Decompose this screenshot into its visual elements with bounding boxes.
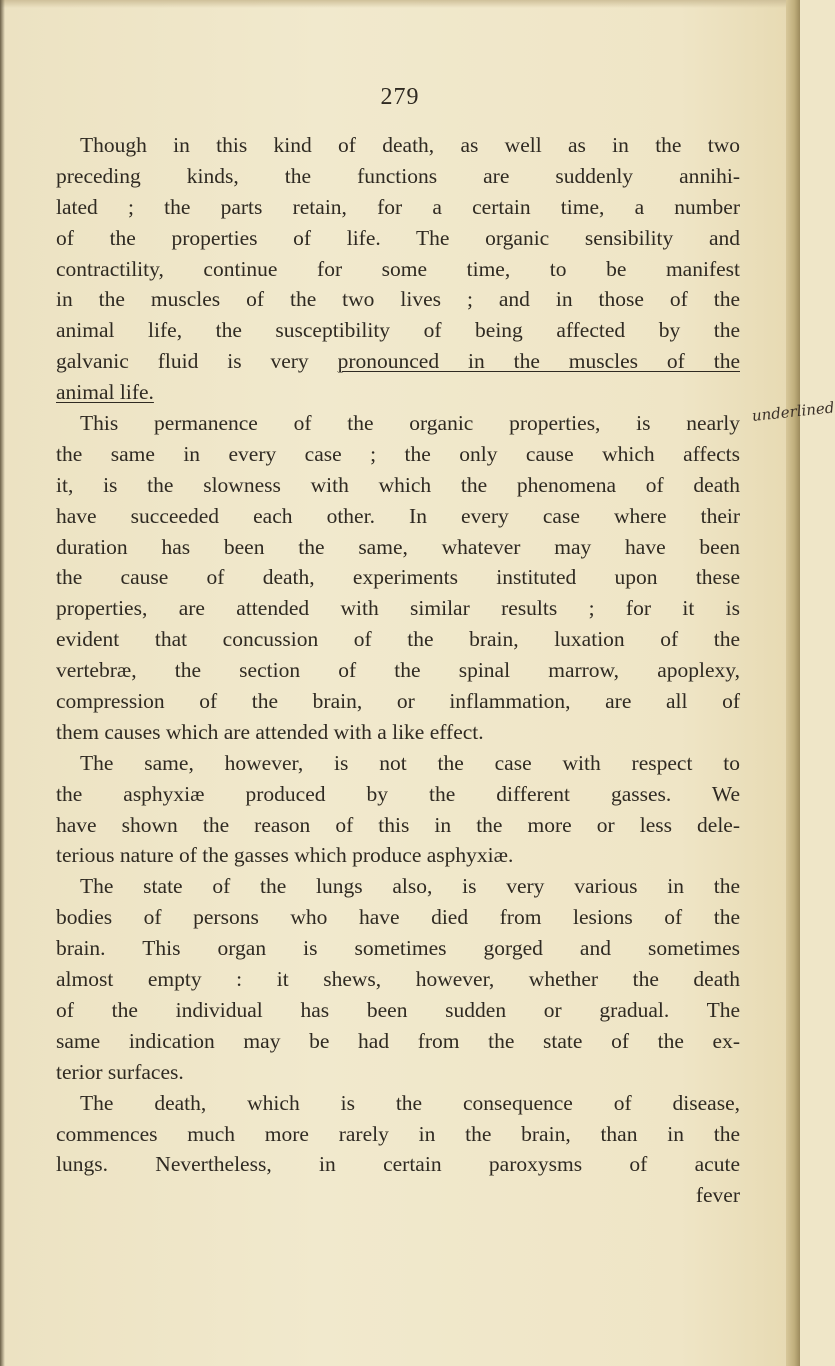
text-line: it, is the slowness with which the phenomena of death: [56, 472, 740, 497]
text-line: terious nature of the gasses which produce asphyxiæ.: [56, 843, 514, 868]
text-line: of the properties of life. The organic sensibility and: [56, 225, 740, 250]
text-line: the same in every case ; the only cause which affects: [56, 441, 740, 466]
text-line: them causes which are attended with a like effect.: [56, 719, 484, 744]
text-line: The state of the lungs also, is very various in the: [80, 874, 740, 899]
text-line: [56, 377, 740, 408]
text-line: evident that concussion of the brain, luxation of the: [56, 627, 740, 652]
text-line: bodies of persons who have died from lesions of the: [56, 905, 740, 930]
page-left-edge: [0, 0, 5, 1366]
text-line: the cause of death, experiments instituted upon these: [56, 565, 740, 590]
text-line: fever: [695, 1183, 740, 1208]
text-line: have shown the reason of this in the more or less dele-: [56, 812, 740, 837]
text-segment: galvanic fluid is very: [56, 349, 338, 374]
text-line: The death, which is the consequence of disease,: [80, 1090, 740, 1115]
text-line: brain. This organ is sometimes gorged and sometimes: [56, 936, 740, 961]
text-line: preceding kinds, the functions are suddenly annihi-: [56, 163, 740, 188]
text-line: vertebræ, the section of the spinal marrow, apoplexy,: [56, 658, 740, 683]
text-line: properties, are attended with similar results ; for it is: [56, 596, 740, 621]
body-text: [56, 130, 740, 1211]
text-line: contractility, continue for some time, to be manifest: [56, 256, 740, 281]
underlined-text: pronounced in the muscles of the: [337, 349, 740, 374]
page-right-edge: [786, 0, 800, 1366]
text-line: Though in this kind of death, as well as in the two: [80, 133, 740, 157]
text-line: of the individual has been sudden or gradual. The: [56, 997, 740, 1022]
underlined-text: animal life.: [56, 380, 154, 405]
text-line: commences much more rarely in the brain, than in the: [56, 1121, 740, 1146]
handwritten-margin-note: underlined: [751, 398, 835, 425]
text-line: lungs. Nevertheless, in certain paroxysms of acute: [56, 1152, 740, 1177]
text-line: lated ; the parts retain, for a certain time, a number: [56, 194, 740, 219]
text-line: have succeeded each other. In every case where their: [56, 503, 740, 528]
text-line: almost empty : it shews, however, whether the death: [56, 967, 740, 992]
text-line: compression of the brain, or inflammation, are all of: [56, 689, 740, 714]
text-line: animal life, the susceptibility of being affected by the: [56, 318, 740, 343]
text-line: The same, however, is not the case with respect to: [80, 750, 740, 775]
text-line: [56, 346, 740, 377]
text-line: duration has been the same, whatever may have been: [56, 534, 740, 559]
text-line: This permanence of the organic properties, is nearly: [80, 411, 740, 436]
text-line: in the muscles of the two lives ; and in those of the: [56, 287, 740, 312]
text-line: terior surfaces.: [56, 1059, 184, 1084]
text-line: same indication may be had from the state of the ex-: [56, 1028, 740, 1053]
page-top-edge: [0, 0, 800, 8]
text-line: the asphyxiæ produced by the different gasses. We: [56, 781, 740, 806]
page-number: 279: [380, 84, 420, 110]
